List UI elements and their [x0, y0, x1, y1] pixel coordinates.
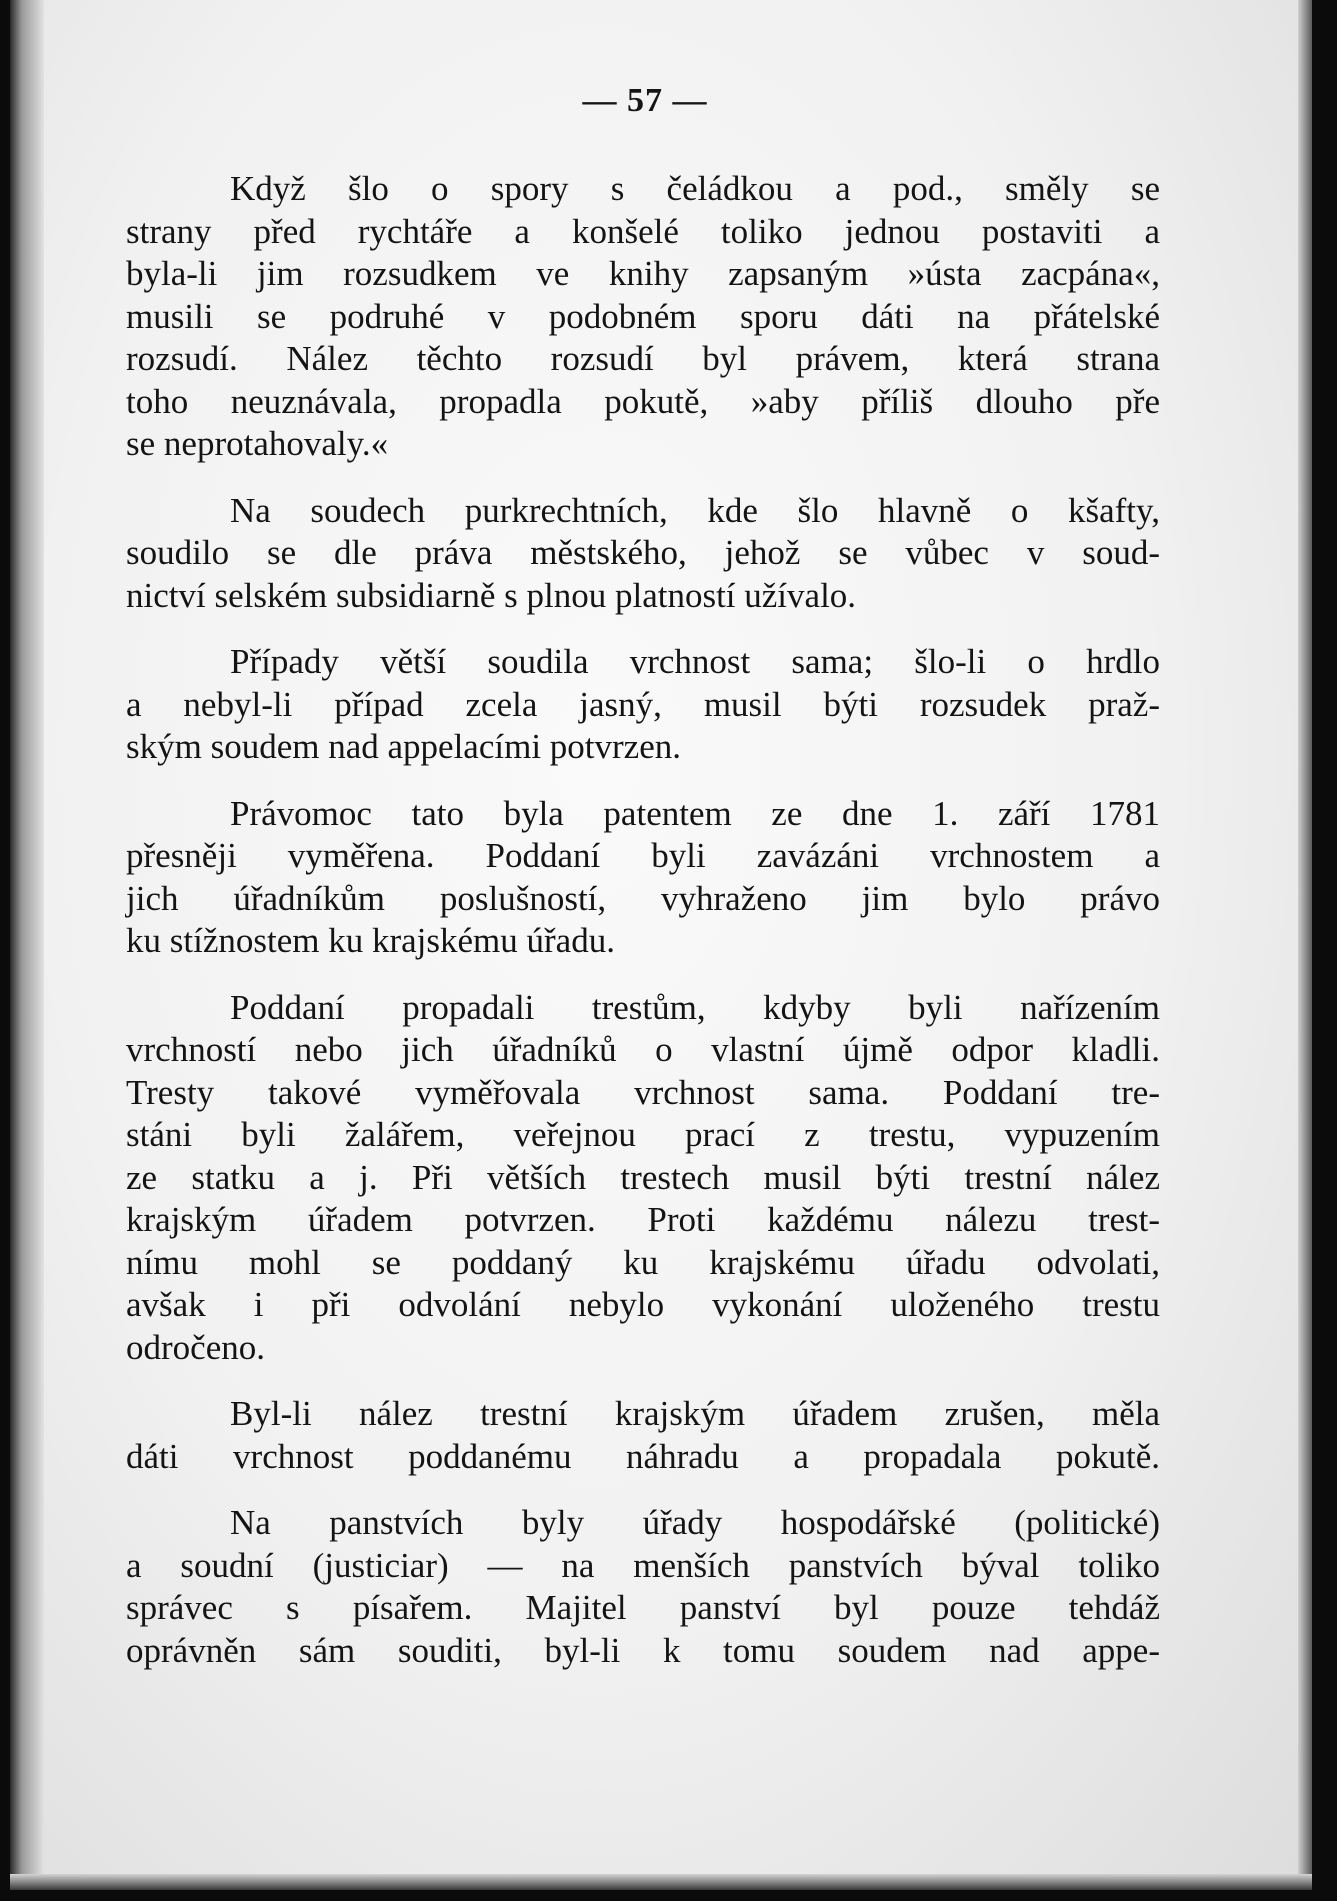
text-line: Tresty takové vyměřovala vrchnost sama. Poddaní tre-	[126, 1072, 1160, 1112]
text-line: ze statku a j. Při větších trestech musil býti trestní nález	[126, 1157, 1160, 1197]
text-line: toho neuznávala, propadla pokutě, »aby příliš dlouho pře	[126, 381, 1160, 421]
body-text	[126, 168, 1160, 1696]
text-line: vrchností nebo jich úřadníků o vlastní újmě odpor kladli.	[126, 1030, 1160, 1069]
text-line: strany před rychtáře a konšelé toliko jednou postaviti a	[126, 211, 1160, 251]
paragraph	[126, 987, 1160, 1370]
text-line: a nebyl-li případ zcela jasný, musil býti rozsudek praž-	[126, 684, 1160, 724]
text-line: správec s písařem. Majitel panství byl pouze tehdáž	[126, 1588, 1160, 1627]
text-line: Když šlo o spory s čeládkou a pod., směly se	[230, 169, 1160, 208]
text-line: se neprotahovaly.«	[126, 424, 389, 463]
text-line: nictví selském subsidiarně s plnou platností užívalo.	[126, 575, 857, 615]
text-line: dáti vrchnost poddanému náhradu a propadala pokutě.	[126, 1436, 1160, 1476]
text-line: přesněji vyměřena. Poddaní byli zavázáni vrchnostem a	[126, 836, 1160, 875]
book-page	[10, 0, 1312, 1890]
paragraph	[126, 168, 1160, 466]
text-line: Byl-li nález trestní krajským úřadem zrušen, měla	[230, 1394, 1160, 1433]
text-line: krajským úřadem potvrzen. Proti každému nálezu trest-	[126, 1200, 1160, 1239]
text-line: ským soudem nad appelacími potvrzen.	[126, 727, 681, 766]
text-line: oprávněn sám souditi, byl-li k tomu soudem nad appe-	[126, 1630, 1160, 1670]
text-line: stáni byli žalářem, veřejnou prací z trestu, vypuzením	[126, 1115, 1160, 1154]
text-line: musili se podruhé v podobném sporu dáti na přátelské	[126, 296, 1160, 336]
page-number: — 57 —	[582, 82, 708, 119]
text-line: soudilo se dle práva městského, jehož se vůbec v soud-	[126, 533, 1160, 572]
text-line: a soudní (justiciar) — na menších panstvích býval toliko	[126, 1545, 1160, 1585]
text-line: rozsudí. Nález těchto rozsudí byl právem, která strana	[126, 339, 1160, 378]
paragraph	[126, 641, 1160, 769]
text-line: Na soudech purkrechtních, kde šlo hlavně o kšafty,	[230, 490, 1160, 530]
paragraph	[126, 793, 1160, 963]
text-line: nímu mohl se poddaný ku krajskému úřadu odvolati,	[126, 1242, 1160, 1282]
text-line: byla-li jim rozsudkem ve knihy zapsaným »ústa zacpána«,	[126, 254, 1160, 293]
page-right-shadow	[1298, 0, 1312, 1890]
text-line: jich úřadníkům poslušností, vyhraženo jim bylo právo	[126, 878, 1160, 918]
text-line: Na panstvích byly úřady hospodářské (politické)	[230, 1503, 1160, 1542]
paragraph	[126, 490, 1160, 618]
page-bottom-shadow	[10, 1874, 1312, 1890]
text-line: ku stížnostem ku krajskému úřadu.	[126, 921, 615, 960]
paragraph	[126, 1393, 1160, 1478]
text-line: Poddaní propadali trestům, kdyby byli nařízením	[230, 987, 1160, 1027]
paragraph	[126, 1502, 1160, 1672]
page-left-shadow	[10, 0, 44, 1890]
text-line: avšak i při odvolání nebylo vykonání uloženého trestu	[126, 1285, 1160, 1324]
text-line: odročeno.	[126, 1327, 265, 1367]
text-line: Případy větší soudila vrchnost sama; šlo-li o hrdlo	[230, 642, 1160, 681]
text-line: Právomoc tato byla patentem ze dne 1. září 1781	[230, 793, 1160, 833]
